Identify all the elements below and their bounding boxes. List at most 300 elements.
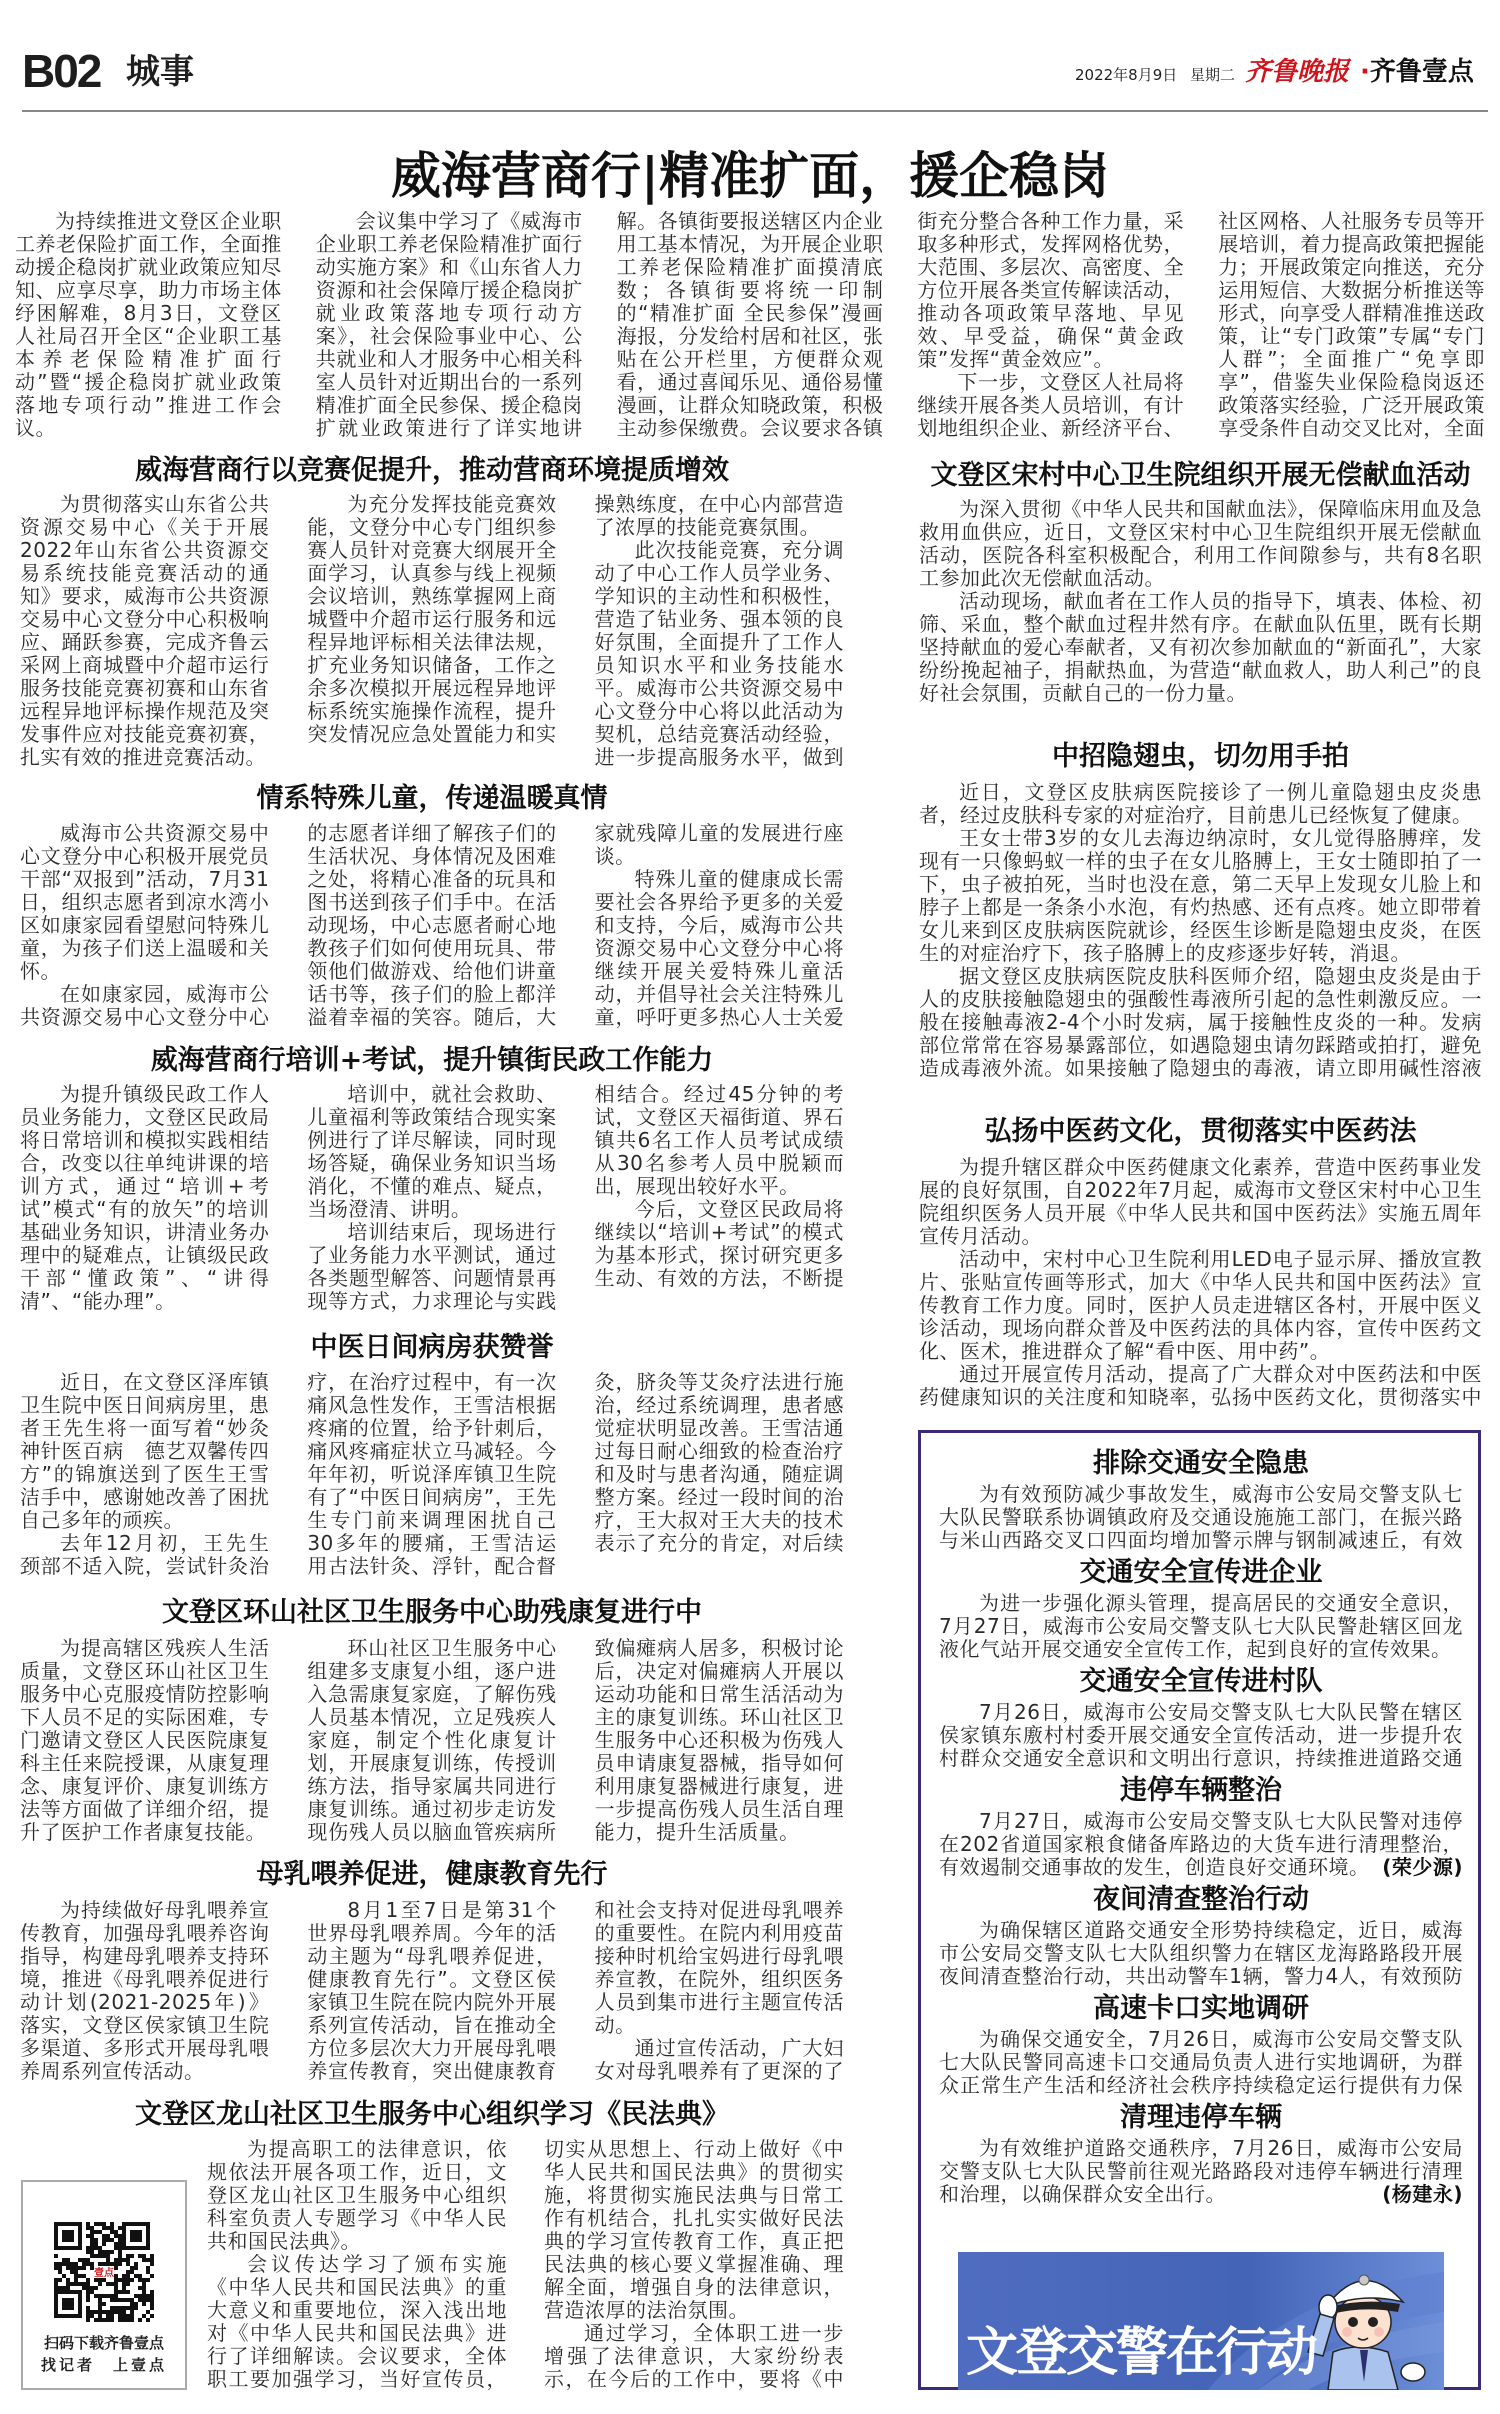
traffic-news-body (939, 1592, 1463, 1661)
qr-module (134, 2266, 138, 2270)
paragraph-text: 为深入贯彻《中华人民共和国献血法》，保障临床用血及急救用血供应，近日，文登区宋村中心卫生院组织开展无偿献血活动，医院各科室积极配合，利用工作间隙参与，共有8名职工参加此次无偿献血活动。 (919, 498, 1482, 590)
qr-module (106, 2226, 110, 2230)
qr-module (98, 2314, 102, 2318)
traffic-news-item (939, 1556, 1463, 1661)
qr-module (62, 2274, 66, 2278)
qr-module (62, 2258, 66, 2262)
qr-module (102, 2294, 106, 2298)
qr-module (130, 2310, 134, 2314)
qr-module (94, 2246, 98, 2250)
article-paragraph (919, 590, 1482, 705)
qr-module (58, 2286, 62, 2290)
traffic-news-body (939, 1483, 1463, 1552)
qr-module (94, 2294, 98, 2298)
app-logo (1360, 56, 1474, 88)
qr-module (150, 2314, 154, 2318)
qr-module (142, 2294, 146, 2298)
qr-module (118, 2246, 122, 2250)
qr-module (122, 2318, 126, 2322)
qr-module (122, 2278, 126, 2282)
qr-module (86, 2234, 90, 2238)
qr-module (122, 2286, 126, 2290)
qr-module (114, 2294, 118, 2298)
qr-module (146, 2278, 150, 2282)
article-byline: (杨建永) (1382, 2182, 1463, 2206)
qr-module (138, 2286, 142, 2290)
qr-module (142, 2286, 146, 2290)
paragraph-text: 会议集中学习了《威海市企业职工养老保险精准扩面行动实施方案》和《山东省人力资源和社会保障厅援企稳岗扩就业政策落地专项行动方案》，社会保险事业中心、公共就业和人才服务中心相关科室人员针对近期出台的一系列精准扩面全民参保、援企稳岗扩就业政策进行了详实地讲解。各镇街要报送辖区内企业用工基本情况，为开展企业职工养老保险精准扩面摸清底数；各镇街要将统一印制的“精准扩面 全民参保”漫画海报，分发给村居和社区，张贴在公开栏里，方便群众观看，通过喜闻乐见、通俗易懂漫画，让群众知晓政策，积极主动参保缴费。会议要求各镇街充分整合各种工作力量，采取多种形式，发挥网格优势，大范围、多层次、高密度、全方位开展各类宣传解读活动，推动各项政策早落地、早见效、早受益，确保“黄金政策”发挥“黄金效应”。 (315, 210, 1185, 440)
qr-module (98, 2298, 102, 2302)
qr-module (130, 2302, 134, 2306)
qr-module (150, 2290, 154, 2294)
article-title-civil-code: 文登区龙山社区卫生服务中心组织学习《民法典》 (135, 2099, 729, 2130)
paragraph-text: 下一步，文登区人社局将继续开展各类人员培训，有计划地组织企业、新经济平台、社区网格、人社服务专员等开展培训，着力提高政策把握能力；开展政策定向推送，充分运用短信、大数据分析推送等形式，向享受人群精准推送政策，让“专门政策”专属“专门人群”；全面推广“免享即享”，借鉴失业保险稳岗返还政策落实经验，广泛开展政策享受条件自动交叉比对，全面 (917, 210, 1485, 440)
qr-module (98, 2222, 102, 2226)
paragraph-text: 为持续做好母乳喂养宣传教育，加强母乳喂养咨询指导，构建母乳喂养支持环境，推进《母乳喂养促进行动计划(2021-2025年)》落实，文登区侯家镇卫生院多渠道、多形式开展母乳喂养周系列宣传活动。 (20, 1899, 270, 2083)
qr-module (98, 2250, 102, 2254)
article-body-breastfeeding (20, 1899, 844, 2085)
qr-module (118, 2254, 122, 2258)
qr-module (122, 2298, 126, 2302)
article-paragraph (919, 1156, 1482, 1248)
qr-module (110, 2250, 114, 2254)
qr-module (118, 2238, 122, 2242)
qr-module (86, 2282, 90, 2286)
article-paragraph (919, 1248, 1482, 1363)
qr-module (126, 2270, 130, 2274)
qr-module (86, 2310, 90, 2314)
qr-module (54, 2262, 58, 2266)
article-body-civil (20, 1083, 844, 1315)
qr-module (90, 2238, 94, 2242)
article-paragraph (919, 498, 1482, 590)
qr-module (114, 2266, 118, 2270)
qr-module (86, 2278, 90, 2282)
qr-module (106, 2254, 110, 2258)
qr-module (142, 2282, 146, 2286)
qr-module (146, 2298, 150, 2302)
paragraph-text: 今后，文登区民政局将继续以“培训+考试”的模式为基本形式，探讨研究更多生动、有效的方法，不断提 (594, 1197, 844, 1290)
paragraph-text: 此次技能竞赛，充分调动了中心工作人员学业务、学知识的主动性和积极性，营造了钻业务、强本领的良好氛围，全面提升了工作人员知识水平和业务技能水平。威海市公共资源交易中心文登分中心将以此活动为契机，总结竞赛活动经验，进一步提高服务水平，做到 (594, 538, 844, 769)
issue-weekday: 星期二 (1190, 66, 1236, 84)
qr-module (74, 2270, 78, 2274)
qr-module (98, 2254, 102, 2258)
qr-module (106, 2282, 110, 2286)
qr-module (66, 2258, 70, 2262)
qr-module (114, 2246, 118, 2250)
qr-module (90, 2246, 94, 2250)
article-title-tcm-law: 弘扬中医药文化，贯彻落实中医药法 (984, 1116, 1417, 1147)
qr-module (70, 2282, 74, 2286)
qr-module (78, 2274, 82, 2278)
qr-module (130, 2254, 134, 2258)
qr-module (74, 2282, 78, 2286)
qr-finder (62, 2298, 74, 2310)
traffic-news-item (939, 1883, 1463, 1988)
paragraph-text: 去年12月初，王先生颈部不适入院，尝试针灸治疗，在治疗过程中，有一次痛风急性发作，王雪洁根据疼痛的位置，给予针刺后，痛风疼痛症状立马减轻。今年年初，听说泽库镇卫生院有了“中医日间病房”，王先生专门前来调理困扰自己30多年的腰痛，王雪洁运用古法针灸、浮针，配合督灸，脐灸等艾灸疗法进行施治，经过系统调理，患者感觉症状明显改善。王雪洁通过每日耐心细致的检查治疗和及时与患者沟通，随症调整方案。经过一段时间的治疗，王大叔对王大夫的技术表示了充分的肯定，对后续 (20, 1371, 844, 1578)
article-body-tcm-law (919, 1156, 1482, 1411)
qr-module (114, 2242, 118, 2246)
paragraph-text: 培训中，就社会救助、儿童福利等政策结合现实案例进行了详尽解读，同时现场答疑，确保业务知识当场消化，不懂的难点、疑点，当场澄清、讲明。 (307, 1083, 557, 1221)
traffic-news-body (939, 1701, 1463, 1770)
qr-module (74, 2262, 78, 2266)
qr-module (106, 2258, 110, 2262)
qr-module (90, 2310, 94, 2314)
article-paragraph (307, 1637, 844, 1846)
qr-module (98, 2246, 102, 2250)
traffic-news-title: 高速卡口实地调研 (1093, 1993, 1309, 2024)
qr-module (146, 2270, 150, 2274)
paragraph-text: 会议传达学习了颁布实施《中华人民共和国民法典》的重大意义和重要地位，深入浅出地对《中华人民共和国民法典》进行了详细解读。会议要求，全体职工要加强学习，当好宣传员，切实从思想上、行动上做好《中华人民共和国民法典》的贯彻实施，将贯彻实施民法典与日常工作有机结合，扎扎实实做好民法典的学习宣传教育工作，真正把民法典的核心要义掌握准确、理解全面，增强自身的法律意识，营造浓厚的法治氛围。 (207, 2138, 844, 2391)
qr-module (114, 2234, 118, 2238)
qr-module (94, 2238, 98, 2242)
qr-module (90, 2290, 94, 2294)
qr-caption-reporter: 找记者 上壹点 (40, 2356, 167, 2374)
qr-module (126, 2314, 130, 2318)
qr-module (118, 2242, 122, 2246)
article-body-blood (919, 498, 1482, 730)
qr-module (150, 2294, 154, 2298)
traffic-news-title: 交通安全宣传进村队 (1079, 1666, 1323, 1697)
qr-module (142, 2254, 146, 2258)
article-body-rehab (20, 1637, 844, 1846)
qr-module (122, 2314, 126, 2318)
article-title-breastfeeding: 母乳喂养促进，健康教育先行 (256, 1859, 608, 1890)
qr-module (110, 2230, 114, 2234)
qr-module (54, 2282, 58, 2286)
article-title-contest: 威海营商行以竞赛促提升，推动营商环境提质增效 (135, 455, 729, 486)
paragraph-text: 8月1至7日是第31个世界母乳喂养周。今年的活动主题为“母乳喂养促进，健康教育先行”。文登区侯家镇卫生院在院内院外开展系列宣传活动，旨在推动全方位多层次大力开展母乳喂养宣传教育，突出健康教育和社会支持对促进母乳喂养的重要性。在院内利用疫苗接种时机给宝妈进行母乳喂养宣教，在院外，组织医务人员到集市进行主题宣传活动。 (307, 1899, 844, 2083)
article-body-main (15, 210, 1485, 442)
qr-module (94, 2242, 98, 2246)
traffic-news-title: 夜间清查整治行动 (1093, 1884, 1309, 1915)
article-body-children (20, 822, 844, 1031)
qr-module (102, 2238, 106, 2242)
qr-module (90, 2226, 94, 2230)
qr-module (86, 2226, 90, 2230)
paragraph-text: 活动中，宋村中心卫生院利用LED电子显示屏、播放宣教片、张贴宣传画等形式，加大《中华人民共和国中医药法》宣传教育工作力度。同时，医护人员走进辖区各村，开展中医义诊活动，现场向群众普及中医药法的具体内容，宣传中医药文化、医术，推进群众了解“看中医、用中药”。 (919, 1247, 1482, 1363)
qr-module (90, 2234, 94, 2238)
qr-module (74, 2266, 78, 2270)
qr-module (134, 2302, 138, 2306)
section-name: 城事 (126, 52, 194, 92)
traffic-news-item (939, 1992, 1463, 2097)
paragraph-text: 通过开展宣传月活动，提高了广大群众对中医药法和中医药健康知识的关注度和知晓率，弘扬中医药文化，贯彻落实中 (919, 1362, 1482, 1409)
qr-module (82, 2266, 86, 2270)
qr-module (66, 2282, 70, 2286)
article-paragraph (20, 1637, 269, 1844)
qr-module (138, 2254, 142, 2258)
qr-module (114, 2298, 118, 2302)
qr-module (134, 2294, 138, 2298)
qr-module (138, 2274, 142, 2278)
qr-module (110, 2238, 114, 2242)
qr-module (102, 2242, 106, 2246)
qr-module (118, 2310, 122, 2314)
paragraph-text: 王女士带3岁的女儿去海边纳凉时，女儿觉得胳膊痒，发现有一只像蚂蚁一样的虫子在女儿胳膊上，王女士随即拍了一下，虫子被拍死，当时也没在意，第二天早上发现女儿脸上和脖子上都是一条条小水泡，有灼热感、还有点疼。她立即带着女儿来到区皮肤病医院就诊，经医生诊断是隐翅虫皮炎，在医生的对症治疗下，孩子胳膊上的皮疹逐步好转，消退。 (919, 826, 1482, 965)
qr-module (86, 2290, 90, 2294)
qr-module (82, 2258, 86, 2262)
qr-module (98, 2318, 102, 2322)
qr-module (130, 2278, 134, 2282)
qr-module (94, 2230, 98, 2234)
qr-module (70, 2262, 74, 2266)
qr-module (82, 2274, 86, 2278)
article-paragraph (919, 827, 1482, 965)
paragraph-text: 为确保辖区道路交通安全形势持续稳定，近日，威海市公安局交警支队七大队组织警力在辖区龙海路路段开展夜间清查整治行动，共出动警车1辆，警力4人，有效预防 (939, 1919, 1463, 1988)
qr-module (138, 2294, 142, 2298)
article-title-beetle: 中招隐翅虫，切勿用手拍 (1052, 741, 1349, 772)
article-paragraph (919, 781, 1482, 827)
qr-module (146, 2294, 150, 2298)
qr-module (66, 2278, 70, 2282)
qr-module (74, 2278, 78, 2282)
traffic-news-paragraph (939, 2028, 1463, 2097)
qr-module (126, 2258, 130, 2262)
qr-module (66, 2266, 70, 2270)
qr-module (98, 2306, 102, 2310)
traffic-news-item (939, 2101, 1463, 2206)
article-title-blood: 文登区宋村中心卫生院组织开展无偿献血活动 (930, 460, 1471, 491)
qr-module (106, 2314, 110, 2318)
qr-module (126, 2274, 130, 2278)
traffic-news-list (939, 1443, 1463, 2206)
traffic-news-paragraph (939, 1810, 1463, 1879)
article-body-beetle (919, 781, 1482, 1105)
traffic-news-paragraph (939, 1592, 1463, 1661)
paragraph-text: 为提升辖区群众中医药健康文化素养，营造中医药事业发展的良好氛围，自2022年7月起，威海市文登区宋村中心卫生院组织医务人员开展《中华人民共和国中医药法》实施五周年宣传月活动。 (919, 1156, 1482, 1248)
qr-module (114, 2258, 118, 2262)
qr-module (86, 2262, 90, 2266)
qr-module (86, 2286, 90, 2290)
article-paragraph (207, 2138, 507, 2253)
qr-module (58, 2278, 62, 2282)
qr-code-icon[interactable] (54, 2222, 154, 2322)
qr-module (98, 2294, 102, 2298)
qr-module (114, 2286, 118, 2290)
qr-module (94, 2310, 98, 2314)
article-title-rehab: 文登区环山社区卫生服务中心助残康复进行中 (162, 1597, 702, 1628)
paragraph-text: 在如康家园，威海市公共资源交易中心文登分中心的志愿者详细了解孩子们的生活状况、身体情况及困难之处，将精心准备的玩具和图书送到孩子们手中。在活动现场，中心志愿者耐心地教孩子们如何使用玩具、带领他们做游戏、给他们讲童话书等，孩子们的脸上都洋溢着幸福的笑容。随后，大家就残障儿童的发展进行座谈。 (20, 822, 844, 1029)
qr-module (138, 2278, 142, 2282)
qr-module (130, 2266, 134, 2270)
paragraph-text: 活动现场，献血者在工作人员的指导下，填表、体检、初筛、采血，整个献血过程井然有序。在献血队伍里，既有长期坚持献血的爱心奉献者，又有初次参加献血的“新面孔”，大家纷纷挽起袖子，捐献热血，为营造“献血救人，助人利己”的良好社会氛围，贡献自己的一份力量。 (919, 589, 1482, 705)
qr-module (78, 2282, 82, 2286)
qr-module (118, 2290, 122, 2294)
article-body-tcm-ward (20, 1371, 844, 1580)
qr-module (126, 2298, 130, 2302)
qr-caption-download: 扫码下载齐鲁壹点 (43, 2334, 164, 2352)
qr-module (130, 2270, 134, 2274)
article-body-contest (20, 493, 844, 771)
qr-module (130, 2318, 134, 2322)
qr-module (142, 2278, 146, 2282)
qr-module (114, 2290, 118, 2294)
qr-module (94, 2222, 98, 2226)
qr-module (142, 2298, 146, 2302)
article-paragraph (307, 1083, 556, 1221)
article-title-tcm-ward: 中医日间病房获赞誉 (310, 1332, 554, 1363)
qr-module (150, 2298, 154, 2302)
qr-module (134, 2274, 138, 2278)
qr-module (126, 2278, 130, 2282)
qr-module (90, 2230, 94, 2234)
qr-module (114, 2306, 118, 2310)
qr-module (90, 2314, 94, 2318)
qr-module (66, 2286, 70, 2290)
paragraph-text: 为进一步强化源头管理，提高居民的交通安全意识，7月27日，威海市公安局交警支队七大队民警赴辖区回龙液化气站开展交通安全宣传工作，起到良好的宣传效果。 (939, 1592, 1463, 1661)
qr-module (110, 2310, 114, 2314)
qr-module (86, 2298, 90, 2302)
qr-module (86, 2306, 90, 2310)
qr-module (66, 2262, 70, 2266)
paragraph-text: 为充分发挥技能竞赛效能，文登分中心专门组织参赛人员针对竞赛大纲展开全面学习，认真参与线上视频会议培训，熟练掌握网上商城暨中介超市运行服务和远程异地评标相关法律法规，扩充业务知识储备，工作之余多次模拟开展远程异地评标系统实施操作流程，提升突发情况应急处置能力和实操熟练度，在中心内部营造了浓厚的技能竞赛氛围。 (307, 493, 844, 746)
qr-module (114, 2310, 118, 2314)
article-paragraph (20, 1371, 269, 1532)
paragraph-text: 特殊儿童的健康成长需要社会各界给予更多的关爱和支持，今后，威海市公共资源交易中心文登分中心将继续开展关爱特殊儿童活动，并倡导社会关注特殊儿童，呼吁更多热心人士关爱 (594, 867, 844, 1029)
paragraph-text: 为提高辖区残疾人生活质量，文登区环山社区卫生服务中心克服疫情防控影响下人员不足的实际困难，专门邀请文登区人民医院康复科主任来院授课，从康复理念、康复评价、康复训练方法等方面做了详细介绍，提升了医护工作者康复技能。 (20, 1637, 270, 1844)
paragraph-text: 为确保交通安全，7月26日，威海市公安局交警支队七大队民警同高速卡口交通局负责人进行实地调研，为群众正常生产生活和经济社会秩序持续稳定运行提供有力保 (939, 2028, 1463, 2097)
qr-module (86, 2314, 90, 2318)
qr-module (150, 2262, 154, 2266)
qr-module (86, 2294, 90, 2298)
qr-module (126, 2290, 130, 2294)
qr-module (118, 2262, 122, 2266)
qr-module (114, 2262, 118, 2266)
qr-module (90, 2286, 94, 2290)
qr-module (118, 2258, 122, 2262)
qr-module (146, 2318, 150, 2322)
qr-center-logo: 壹点 (94, 2268, 114, 2279)
paragraph-text: 为提高职工的法律意识，依规依法开展各项工作，近日，文登区龙山社区卫生服务中心组织科室负责人专题学习《中华人民共和国民法典》。 (207, 2138, 507, 2253)
qr-module (82, 2286, 86, 2290)
qr-module (106, 2250, 110, 2254)
qr-module (106, 2310, 110, 2314)
qr-module (58, 2270, 62, 2274)
qr-module (122, 2274, 126, 2278)
article-title-civil: 威海营商行培训+考试，提升镇街民政工作能力 (150, 1045, 714, 1076)
paragraph-text: 环山社区卫生服务中心组建多支康复小组，逐户进入急需康复家庭，了解伤残人员基本情况，立足残疾人家庭，制定个性化康复计划，开展康复训练，传授训练方法，指导家属共同进行康复训练。通过初步走访发现伤残人员以脑血管疾病所致偏瘫病人居多，积极讨论后，决定对偏瘫病人开展以运动功能和日常生活活动为主的康复训练。环山社区卫生服务中心还积极为伤残人员申请康复器械，指导如何利用康复器械进行康复，进一步提高伤残人员生活自理能力，提升生活质量。 (307, 1637, 844, 1844)
qr-module (150, 2258, 154, 2262)
qr-module (122, 2310, 126, 2314)
qr-module (114, 2278, 118, 2282)
paragraph-text: 为持续推进文登区企业职工养老保险扩面工作，全面推动援企稳岗扩就业政策应知尽知、应享尽享，助力市场主体纾困解难，8月3日，文登区人社局召开全区“企业职工基本养老保险精准扩面行动”暨“援企稳岗扩就业政策落地专项行动”推进工作会议。 (15, 210, 282, 440)
banner-title: 文登交警在行动 (966, 2323, 1317, 2383)
qr-module (86, 2246, 90, 2250)
qr-module (146, 2310, 150, 2314)
qr-module (106, 2318, 110, 2322)
qr-module (94, 2286, 98, 2290)
paragraph-text: 7月26日，威海市公安局交警支队七大队民警在辖区侯家镇东廒村村委开展交通安全宣传活动，进一步提升农村群众交通安全意识和文明出行意识，持续推进道路交通 (939, 1701, 1463, 1770)
traffic-news-title: 违停车辆整治 (1120, 1775, 1282, 1806)
paragraph-text: 据文登区皮肤病医院皮肤科医师介绍，隐翅虫皮炎是由于人的皮肤接触隐翅虫的强酸性毒液所引起的急性刺激反应。一般在接触毒液2-4个小时发病，属于接触性皮炎的一种。发病部位常常在容易暴露部位，如遇隐翅虫请勿踩踏或拍打，避免造成毒液外流。如果接触了隐翅虫的毒液，请立即用碱性溶液 (919, 964, 1482, 1080)
app-logo-text: 齐鲁壹点 (1369, 57, 1474, 87)
qr-module (86, 2222, 90, 2226)
qr-module (130, 2298, 134, 2302)
paragraph-text: 通过宣传活动，广大妇女对母乳喂养有了更深的了 (594, 2036, 844, 2083)
qr-module (106, 2238, 110, 2242)
traffic-news-paragraph (939, 2137, 1463, 2206)
qr-module (118, 2314, 122, 2318)
qr-module (90, 2250, 94, 2254)
qr-module (150, 2274, 154, 2278)
qr-module (118, 2278, 122, 2282)
qr-module (138, 2298, 142, 2302)
traffic-news-body (939, 2137, 1463, 2206)
qr-module (110, 2306, 114, 2310)
qr-module (54, 2266, 58, 2270)
newspaper-logo: 齐鲁晚报 (1245, 57, 1350, 87)
paragraph-text: 培训结束后，现场进行了业务能力水平测试，通过各类题型解答、问题情景再现等方式，力求理论与实践相结合。经过45分钟的考试，文登区天福街道、界石镇共6名工作人员考试成绩从30名参考人员中脱颖而出，展现出较好水平。 (307, 1083, 844, 1313)
article-byline: (荣少源) (1382, 1855, 1463, 1879)
qr-code-panel[interactable] (21, 2180, 187, 2390)
traffic-news-title: 清理违停车辆 (1120, 2102, 1282, 2133)
qr-module (118, 2226, 122, 2230)
article-paragraph (15, 210, 282, 440)
traffic-police-box (918, 1430, 1481, 2390)
paragraph-text: 近日，在文登区泽库镇卫生院中医日间病房里，患者王先生将一面写着“妙灸神针医百病 德艺双馨传四方”的锦旗送到了医生王雪洁手中，感谢她改善了困扰自己多年的顽疾。 (20, 1371, 270, 1532)
article-title-children: 情系特殊儿童，传递温暖真情 (256, 783, 608, 814)
qr-module (122, 2306, 126, 2310)
page-number: B02 (22, 45, 101, 97)
qr-module (102, 2234, 106, 2238)
qr-module (122, 2282, 126, 2286)
qr-module (142, 2258, 146, 2262)
qr-module (134, 2262, 138, 2266)
qr-module (110, 2226, 114, 2230)
traffic-news-body (939, 1919, 1463, 1988)
qr-module (110, 2282, 114, 2286)
qr-module (58, 2266, 62, 2270)
traffic-news-title: 排除交通安全隐患 (1093, 1448, 1309, 1479)
qr-module (114, 2230, 118, 2234)
qr-module (86, 2250, 90, 2254)
qr-module (138, 2318, 142, 2322)
header-divider (22, 110, 1488, 112)
qr-module (74, 2274, 78, 2278)
paragraph-text: 为提升镇级民政工作人员业务能力，文登区民政局将日常培训和模拟实践相结合，改变以往单纯讲课的培训方式，通过“培训+考试”模式“有的放矢”的培训基础业务知识，讲清业务办理中的疑难点，让镇级民政干部“懂政策”、“讲得清”、“能办理”。 (20, 1083, 270, 1313)
paragraph-text: 为有效维护道路交通秩序，7月26日，威海市公安局交警支队七大队民警前往观光路路段对违停车辆进行清理和治理，以确保群众安全出行。 (939, 2137, 1463, 2206)
qr-module (54, 2286, 58, 2290)
qr-module (126, 2254, 130, 2258)
paragraph-text: 为有效预防减少事故发生，威海市公安局交警支队七大队民警联系协调镇政府及交通设施施工部门，在振兴路与米山西路交叉口四面均增加警示牌与钢制减速丘，有效 (939, 1483, 1463, 1552)
qr-module (78, 2258, 82, 2262)
qr-module (110, 2222, 114, 2226)
qr-module (126, 2262, 130, 2266)
qr-finder (130, 2230, 142, 2242)
qr-module (150, 2254, 154, 2258)
qr-module (110, 2294, 114, 2298)
qr-module (134, 2306, 138, 2310)
qr-module (82, 2282, 86, 2286)
qr-module (90, 2242, 94, 2246)
qr-module (142, 2302, 146, 2306)
qr-module (102, 2318, 106, 2322)
qr-module (82, 2262, 86, 2266)
qr-module (102, 2310, 106, 2314)
qr-module (126, 2318, 130, 2322)
qr-module (70, 2270, 74, 2274)
qr-module (130, 2314, 134, 2318)
qr-module (102, 2250, 106, 2254)
qr-module (106, 2262, 110, 2266)
article-paragraph (20, 1083, 269, 1313)
qr-module (90, 2254, 94, 2258)
qr-module (122, 2290, 126, 2294)
qr-module (90, 2262, 94, 2266)
traffic-news-body (939, 2028, 1463, 2097)
qr-module (118, 2318, 122, 2322)
